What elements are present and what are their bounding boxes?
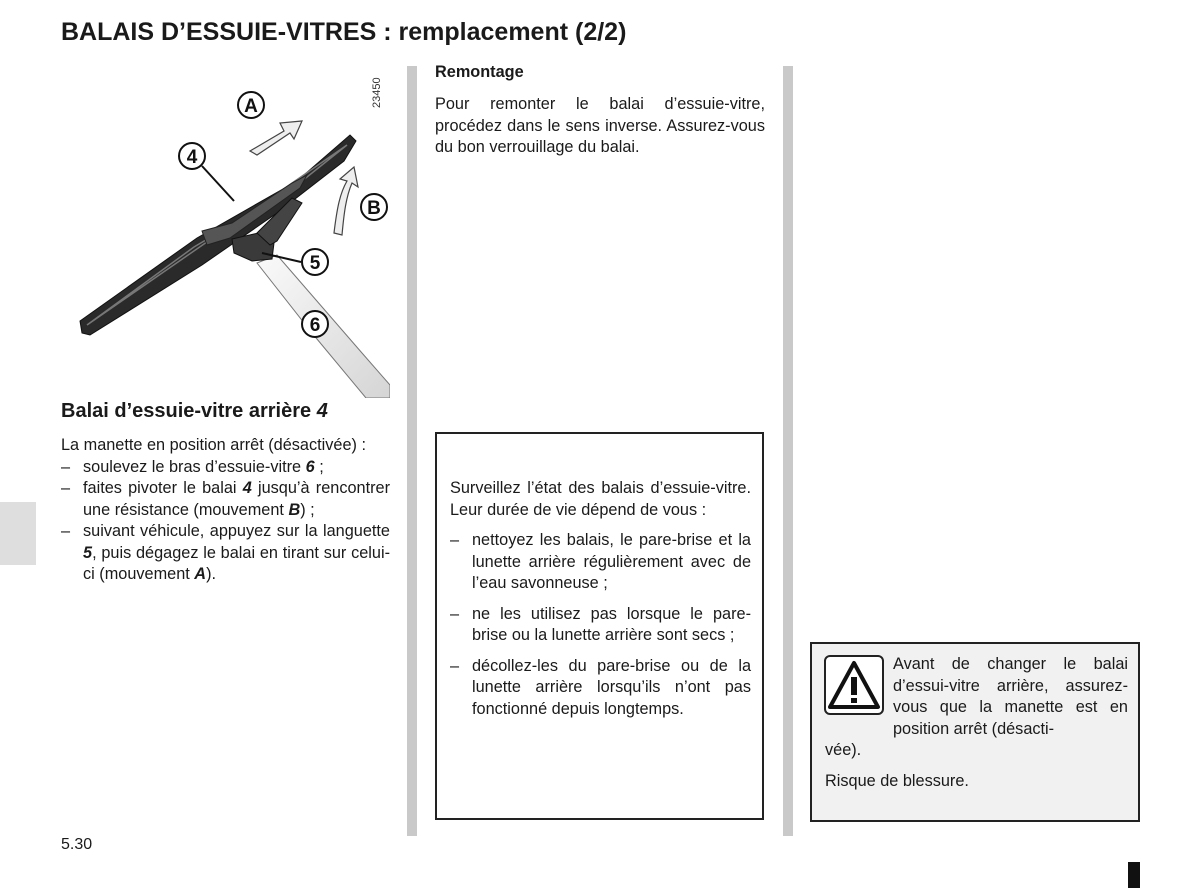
callout-a-label: A: [244, 96, 258, 117]
removal-step: – faites pivoter le balai 4 jusqu’à rencontrer une résistance (mouvement B) ;: [61, 478, 390, 521]
wiper-blade-illustration: [62, 63, 390, 398]
warning-triangle-icon: [824, 655, 884, 715]
movement-arrow-b: [334, 167, 358, 235]
page-corner-mark: [1128, 862, 1140, 888]
removal-steps: [61, 457, 390, 586]
column-divider-left: [407, 66, 417, 836]
note-intro: Surveillez l’état des balais d’essuie-vitre. Leur durée de vie dépend de vous :: [450, 479, 751, 519]
note-item: – décollez-les du pare-brise ou de la lunette arrière lorsqu’ils n’ont pas fonctionné depuis longtemps.: [450, 656, 751, 721]
callout-4: [179, 143, 205, 169]
remontage-text: Pour remonter le balai d’essuie-vitre, procédez dans le sens inverse. Assurez-vous du bon verrouillage du balai.: [435, 95, 765, 156]
note-item: – nettoyez les balais, le pare-brise et la lunette arrière régulièrement avec de l’eau savonneuse ;: [450, 530, 751, 595]
callout-b-label: B: [367, 198, 381, 219]
section-heading: [61, 400, 328, 423]
callout-a: [238, 92, 264, 118]
page-number: 5.30: [61, 836, 93, 853]
callout-4-label: 4: [186, 147, 198, 168]
section-heading-text: Balai d’essuie-vitre arrière: [61, 400, 312, 422]
remontage-heading: Remontage: [435, 63, 524, 81]
wiper-diagram: [62, 63, 390, 398]
removal-intro: La manette en position arrêt (désactivée) :: [61, 436, 366, 454]
figure-number-text: 23450: [371, 77, 383, 108]
note-list: [450, 530, 751, 720]
callout-b: [361, 194, 387, 220]
warning-box: [810, 642, 1140, 822]
page-title: BALAIS D’ESSUIE-VITRES : remplacement (2/2): [61, 18, 627, 46]
warning-risk-text: Risque de blessure.: [825, 772, 969, 790]
figure-reference-number: [371, 70, 385, 108]
column-divider-right: [783, 66, 793, 836]
warning-lead-text: Avant de changer le balai d’essui-vitre arrière, assurez-vous que la manette est en position arrêt (désacti-: [893, 655, 1128, 738]
maintenance-note: [450, 478, 751, 720]
callout-6: [302, 311, 328, 337]
removal-instructions: [61, 435, 390, 586]
maintenance-note-box: [435, 432, 764, 820]
callout-5: [302, 249, 328, 275]
callout-6-label: 6: [309, 315, 321, 336]
removal-step: – soulevez le bras d’essuie-vitre 6 ;: [61, 457, 390, 479]
note-item: – ne les utilisez pas lorsque le pare-brise ou la lunette arrière sont secs ;: [450, 604, 751, 647]
section-heading-ref: 4: [316, 400, 328, 422]
removal-step: – suivant véhicule, appuyez sur la languette 5, puis dégagez le balai en tirant sur celui-ci (mouvement A).: [61, 521, 390, 586]
callout-5-label: 5: [309, 253, 321, 274]
movement-arrow-a: [250, 121, 302, 155]
chapter-tab: [0, 502, 36, 565]
warning-continued-text: vée).: [825, 741, 862, 759]
